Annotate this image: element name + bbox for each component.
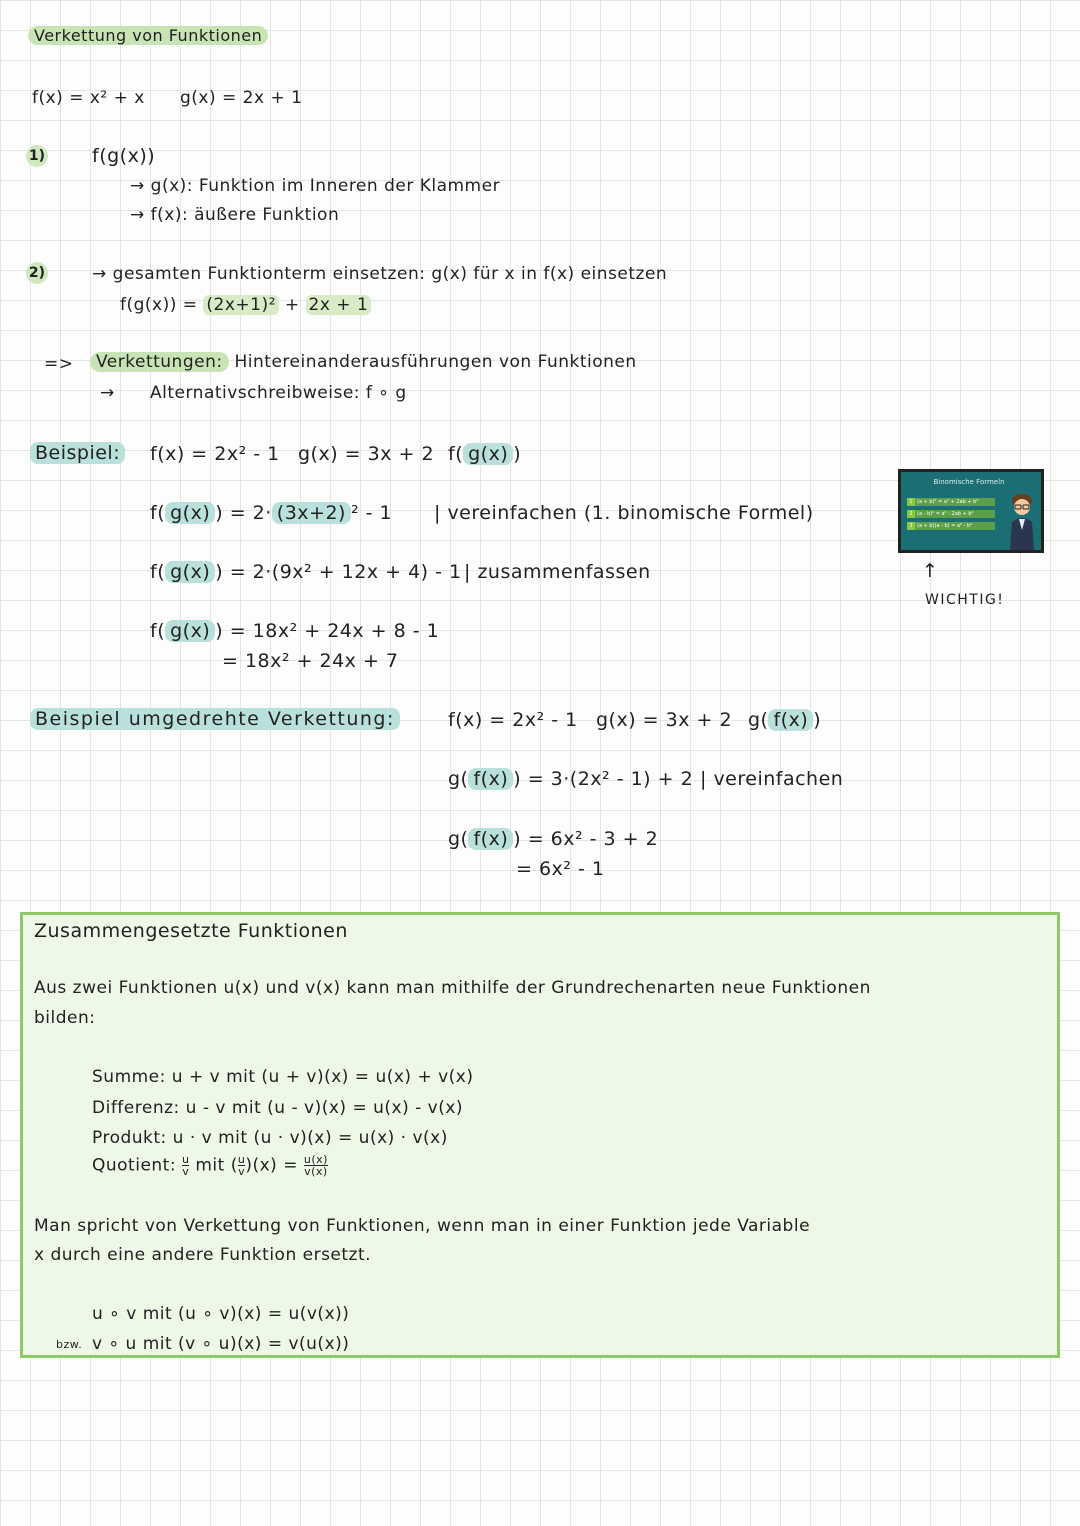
rule-sum: Summe: u + v mit (u + v)(x) = u(x) + v(x) [92, 1067, 474, 1087]
step-2-formula: f(g(x)) = (2x+1)² + 2x + 1 [120, 295, 371, 315]
step-1-inner: → g(x): Funktion im Inneren der Klammer [130, 176, 501, 196]
example-2-line-1: g( f(x) ) = 3·(2x² - 1) + 2 [448, 768, 694, 790]
summary-title: Zusammengesetzte Funktionen [34, 920, 348, 942]
implies-arrow: => [44, 354, 74, 374]
step-1-expr: f(g(x)) [92, 145, 156, 167]
conclusion-2: x durch eine andere Funktion ersetzt. [34, 1245, 372, 1265]
step-1-badge: 1) [26, 145, 48, 167]
example-1-line-2: f( g(x) ) = 2·(9x² + 12x + 4) - 1 [150, 561, 462, 583]
example-2-g: g(x) = 3x + 2 [596, 709, 733, 731]
example-1-line-3: f( g(x) ) = 18x² + 24x + 8 - 1 [150, 620, 440, 642]
thumb-row: 1 (a + b)² = a² + 2ab + b² [907, 498, 995, 506]
example-1-label: Beispiel: [30, 442, 125, 464]
important-note: WICHTIG! [925, 592, 1005, 608]
binomial-formulas-thumbnail: Binomische Formeln 1 (a + b)² = a² + 2ab + b² 2 (a - b)² = a² - 2ab + b² 3 (a + b)(a - b) = a² - b² [898, 469, 1044, 553]
example-1-g: g(x) = 3x + 2 [298, 443, 435, 465]
composition-v-u: v ∘ u mit (v ∘ u)(x) = v(u(x)) [92, 1334, 350, 1354]
step-2-text: → gesamten Funktionterm einsetzen: g(x) für x in f(x) einsetzen [92, 264, 668, 284]
step-2-badge: 2) [26, 262, 48, 284]
conclusion-1: Man spricht von Verkettung von Funktionen, wenn man in einer Funktion jede Variable [34, 1216, 811, 1236]
teacher-avatar-icon [1007, 492, 1037, 550]
alt-notation: Alternativschreibweise: f ∘ g [150, 383, 407, 403]
example-1-line-4: = 18x² + 24x + 7 [222, 650, 399, 672]
summary-intro-2: bilden: [34, 1008, 96, 1028]
def-g: g(x) = 2x + 1 [180, 88, 303, 108]
example-2-note-1: | vereinfachen [700, 768, 844, 790]
rule-product: Produkt: u · v mit (u · v)(x) = u(x) · v(x) [92, 1128, 448, 1148]
thumb-row: 3 (a + b)(a - b) = a² - b² [907, 522, 995, 530]
rule-quotient: Quotient: $\frac{u}{v}$ mit ( $\frac{u}{v}$ )(x) = $\frac{u(x)}{v(x)}$ [92, 1153, 328, 1178]
example-2-comp: g( f(x) ) [748, 709, 822, 731]
example-1-line-1: f( g(x) ) = 2· (3x+2) ² - 1 [150, 502, 393, 524]
example-2-f: f(x) = 2x² - 1 [448, 709, 578, 731]
step-1-outer: → f(x): äußere Funktion [130, 205, 340, 225]
summary-intro-1: Aus zwei Funktionen u(x) und v(x) kann man mithilfe der Grundrechenarten neue Funktionen [34, 978, 871, 998]
alt-arrow: → [100, 383, 115, 403]
example-1-note-2: | zusammenfassen [464, 561, 651, 583]
composition-u-v: u ∘ v mit (u ∘ v)(x) = u(v(x)) [92, 1304, 350, 1324]
page-title: Verkettung von Funktionen [28, 26, 268, 45]
example-1-f: f(x) = 2x² - 1 [150, 443, 280, 465]
definition-line: Verkettungen: Hintereinanderausführungen von Funktionen [90, 352, 637, 372]
thumb-row: 2 (a - b)² = a² - 2ab + b² [907, 510, 995, 518]
example-2-line-2: g( f(x) ) = 6x² - 3 + 2 [448, 828, 659, 850]
example-2-line-3: = 6x² - 1 [516, 858, 605, 880]
important-arrow: ↑ [922, 560, 939, 582]
example-1-comp: f( g(x) ) [448, 443, 522, 465]
rule-difference: Differenz: u - v mit (u - v)(x) = u(x) - v(x) [92, 1098, 464, 1118]
def-f: f(x) = x² + x [32, 88, 145, 108]
example-2-label: Beispiel umgedrehte Verkettung: [30, 708, 400, 730]
bzw-label: bzw. [56, 1338, 83, 1351]
example-1-note-1: | vereinfachen (1. binomische Formel) [434, 502, 814, 524]
